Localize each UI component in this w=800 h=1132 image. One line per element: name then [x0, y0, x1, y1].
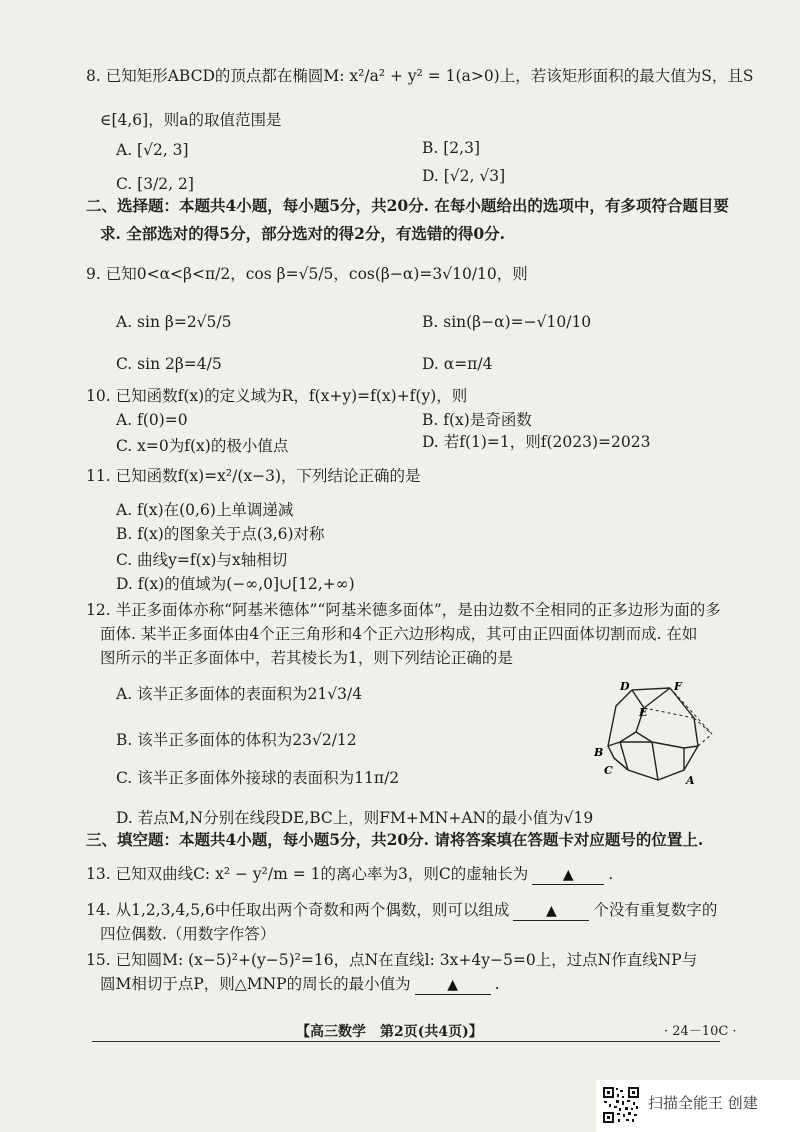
fig-label-a: A	[686, 774, 695, 787]
q8-option-a: A. [√2, 3]	[116, 141, 189, 159]
polyhedron-figure	[584, 676, 734, 792]
q12-stem-line3: 图所示的半正多面体中，若其棱长为1，则下列结论正确的是	[100, 649, 513, 667]
q10-stem: 10. 已知函数f(x)的定义域为R，f(x+y)=f(x)+f(y)，则	[86, 387, 468, 405]
q12-option-b: B. 该半正多面体的体积为23√2/12	[116, 731, 357, 749]
q14-blank-mark: ▲	[546, 903, 557, 919]
section2-title-line1: 二、选择题：本题共4小题，每小题5分，共20分. 在每小题给出的选项中，有多项符合题目要	[86, 196, 729, 215]
q12-option-d: D. 若点M,N分别在线段DE,BC上，则FM+MN+AN的最小值为√19	[116, 809, 594, 827]
q11-option-a: A. f(x)在(0,6)上单调递减	[116, 501, 294, 519]
q14-line2: 四位偶数.（用数字作答）	[100, 925, 276, 943]
section2-title-line2: 求. 全部选对的得5分，部分选对的得2分，有选错的得0分.	[100, 224, 506, 243]
q12-option-c: C. 该半正多面体外接球的表面积为11π/2	[116, 769, 400, 787]
fig-label-b: B	[594, 746, 604, 759]
q13-tail: .	[608, 865, 614, 883]
q13	[86, 864, 613, 885]
q9-option-d: D. α=π/4	[422, 355, 493, 373]
q15-line2	[100, 974, 500, 995]
q10-option-a: A. f(0)=0	[116, 411, 188, 429]
scanner-watermark-text: 扫描全能王 创建	[648, 1094, 758, 1112]
qr-code-icon	[602, 1086, 640, 1124]
q15-blank-mark: ▲	[447, 977, 458, 993]
q14-text: 14. 从1,2,3,4,5,6中任取出两个奇数和两个偶数，则可以组成	[86, 901, 510, 919]
q11-option-c: C. 曲线y=f(x)与x轴相切	[116, 551, 288, 569]
q15-answer-blank	[415, 976, 491, 995]
q11-option-d: D. f(x)的值域为(−∞,0]∪[12,+∞)	[116, 575, 355, 593]
section3-title: 三、填空题：本题共4小题，每小题5分，共20分. 请将答案填在答题卡对应题号的位置上.	[86, 830, 704, 849]
q15-text: 圆M相切于点P，则△MNP的周长的最小值为	[100, 975, 411, 993]
q14-answer-blank	[513, 902, 589, 921]
q13-text: 13. 已知双曲线C: x² − y²/m = 1的离心率为3，则C的虚轴长为	[86, 865, 529, 883]
q9-option-a: A. sin β=2√5/5	[116, 313, 232, 331]
q11-stem: 11. 已知函数f(x)=x²/(x−3)，下列结论正确的是	[86, 467, 421, 485]
footer-code: · 24－10C ·	[664, 1024, 737, 1039]
q10-option-d: D. 若f(1)=1，则f(2023)=2023	[422, 433, 651, 451]
q10-option-c: C. x=0为f(x)的极小值点	[116, 437, 289, 455]
q13-answer-blank	[532, 866, 604, 885]
q9-option-c: C. sin 2β=4/5	[116, 355, 222, 373]
q15-tail: .	[494, 975, 500, 993]
fig-label-e: E	[639, 706, 648, 719]
q13-blank-mark: ▲	[562, 867, 574, 883]
q9-stem: 9. 已知0<α<β<π/2，cos β=√5/5，cos(β−α)=3√10/10，则	[86, 265, 528, 283]
footer-page-title: 【高三数学 第2页(共4页)】	[296, 1024, 483, 1040]
q8-option-c: C. [3/2, 2]	[116, 175, 194, 193]
q14-line1	[86, 900, 717, 921]
q8-stem-line2: ∈[4,6]，则a的取值范围是	[100, 111, 282, 129]
q11-option-b: B. f(x)的图象关于点(3,6)对称	[116, 525, 325, 543]
q12-stem-line1: 12. 半正多面体亦称“阿基米德体”“阿基米德多面体”，是由边数不全相同的正多边形为面的多	[86, 601, 721, 619]
q8-option-d: D. [√2, √3]	[422, 167, 506, 185]
q14-tail: 个没有重复数字的	[593, 901, 718, 919]
q12-stem-line2: 面体. 某半正多面体由4个正三角形和4个正六边形构成，其可由正四面体切割而成. 在如	[100, 625, 698, 643]
q15-line1: 15. 已知圆M: (x−5)²+(y−5)²=16，点N在直线l: 3x+4y−5=0上，过点N作直线NP与	[86, 951, 698, 969]
fig-label-c: C	[604, 764, 613, 777]
q9-option-b: B. sin(β−α)=−√10/10	[422, 313, 592, 331]
q8-stem-line1: 8. 已知矩形ABCD的顶点都在椭圆M: x²/a² + y² = 1(a>0)上，若该矩形面积的最大值为S，且S	[86, 67, 754, 85]
q10-option-b: B. f(x)是奇函数	[422, 411, 532, 429]
q8-option-b: B. [2,3]	[422, 139, 480, 157]
fig-label-d: D	[620, 680, 630, 693]
fig-label-f: F	[674, 680, 682, 693]
q12-option-a: A. 该半正多面体的表面积为21√3/4	[116, 685, 363, 703]
